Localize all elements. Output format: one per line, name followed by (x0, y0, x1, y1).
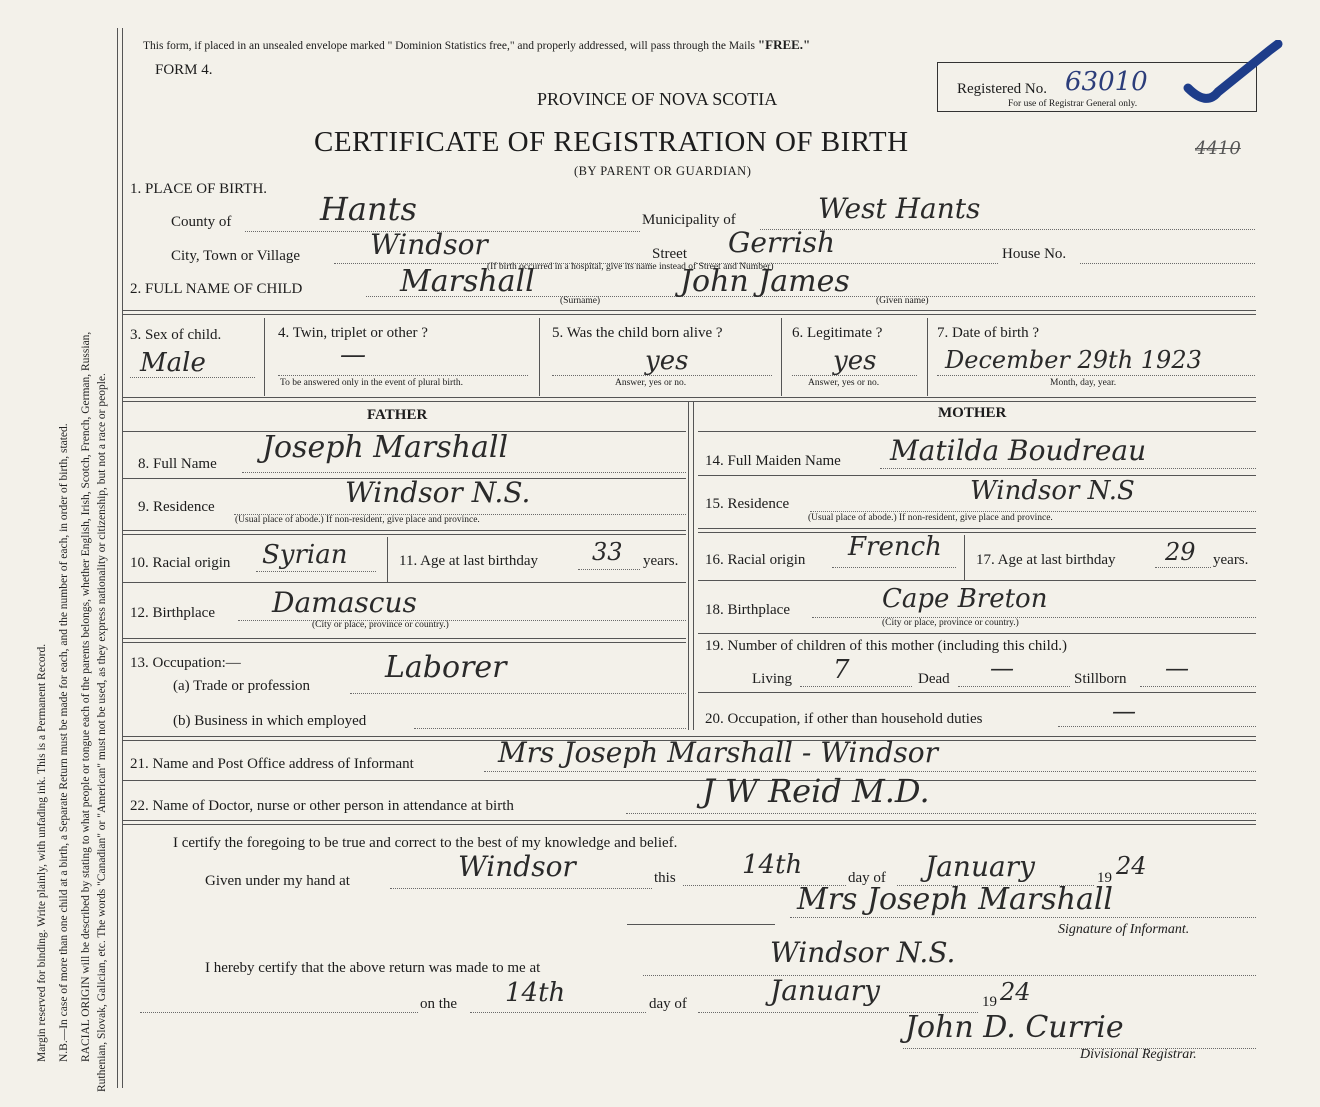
father-racial-value: Syrian (262, 540, 348, 570)
living-label: Living (752, 671, 792, 687)
hospital-note: (If birth occurred in a hospital, give its name instead of Street and Number) (487, 262, 774, 272)
father-occupation-label: 13. Occupation:— (130, 655, 241, 671)
municipality-label: Municipality of (642, 212, 736, 228)
informant-signature: Mrs Joseph Marshall (797, 882, 1114, 917)
province-heading: PROVINCE OF NOVA SCOTIA (537, 89, 778, 109)
mother-racial-value: French (848, 532, 942, 562)
father-residence-value: Windsor N.S. (345, 476, 531, 509)
informant-signature-caption: Signature of Informant. (1058, 922, 1190, 937)
form-number: FORM 4. (155, 62, 213, 78)
father-age-unit: years. (643, 553, 679, 569)
given-month-value: January (925, 850, 1035, 883)
corner-mark: 4410 (1195, 138, 1241, 159)
doctor-label: 22. Name of Doctor, nurse or other person in attendance at birth (130, 798, 514, 814)
mother-occupation-value: — (1112, 697, 1136, 725)
alive-label: 5. Was the child born alive ? (552, 325, 723, 341)
dead-value: — (990, 654, 1014, 682)
certificate-subtitle: (BY PARENT OR GUARDIAN) (574, 164, 752, 178)
dead-label: Dead (918, 671, 950, 687)
on-the-label: on the (420, 996, 458, 1012)
mother-children-label: 19. Number of children of this mother (including this child.) (705, 638, 1068, 654)
father-heading: FATHER (367, 407, 428, 423)
sex-label: 3. Sex of child. (130, 327, 222, 343)
dob-label: 7. Date of birth ? (937, 325, 1040, 341)
father-trade-value: Laborer (385, 650, 507, 685)
father-age-label: 11. Age at last birthday (399, 553, 538, 569)
street-value: Gerrish (728, 226, 836, 259)
given-day-value: 14th (742, 850, 803, 880)
margin-note-binding: Margin reserved for binding. Write plainly, with unfading ink. This is a Permanent Record. (36, 643, 48, 1062)
registrar-caption: Divisional Registrar. (1080, 1047, 1197, 1062)
father-residence-label: 9. Residence (138, 499, 215, 515)
registrar-dayof-label: day of (649, 996, 687, 1012)
informant-label: 21. Name and Post Office address of Informant (130, 756, 414, 772)
mother-heading: MOTHER (938, 405, 1007, 421)
legit-value: yes (833, 346, 877, 376)
given-caption: (Given name) (876, 296, 929, 306)
doctor-value: J W Reid M.D. (702, 772, 930, 810)
father-age-value: 33 (592, 538, 623, 566)
twin-label: 4. Twin, triplet or other ? (278, 325, 428, 341)
county-label: County of (171, 214, 232, 230)
alive-value: yes (645, 346, 689, 376)
legit-caption: Answer, yes or no. (808, 378, 880, 388)
municipality-value: West Hants (818, 192, 981, 225)
given-dayof-label: day of (848, 870, 886, 886)
given-label: Given under my hand at (205, 873, 350, 889)
given-year-prefix: 19 (1097, 870, 1112, 886)
city-label: City, Town or Village (171, 248, 301, 264)
registrar-year-prefix: 19 (982, 994, 997, 1010)
father-residence-caption: (Usual place of abode.) If non-resident, give place and province. (235, 515, 480, 525)
house-label: House No. (1002, 246, 1067, 262)
county-value: Hants (320, 190, 417, 228)
registered-label: Registered No. (957, 81, 1047, 97)
margin-rule (117, 28, 118, 1088)
divider (123, 397, 1256, 402)
mother-occupation-label: 20. Occupation, if other than household duties (705, 711, 983, 727)
divider (123, 310, 1256, 315)
dob-value: December 29th 1923 (945, 346, 1202, 374)
mother-age-unit: years. (1213, 552, 1249, 568)
father-birthplace-value: Damascus (272, 586, 417, 619)
mother-residence-value: Windsor N.S (970, 476, 1135, 506)
father-name-value: Joseph Marshall (262, 430, 509, 465)
mother-name-label: 14. Full Maiden Name (705, 453, 841, 469)
mother-birthplace-label: 18. Birthplace (705, 602, 790, 618)
father-racial-label: 10. Racial origin (130, 555, 231, 571)
dob-caption: Month, day, year. (1050, 378, 1117, 388)
registrar-place-value: Windsor N.S. (770, 936, 956, 969)
mother-birthplace-value: Cape Breton (882, 584, 1048, 614)
child-given-value: John James (680, 264, 850, 299)
mother-birthplace-caption: (City or place, province or country.) (882, 618, 1019, 628)
registrar-year-value: 24 (1000, 978, 1031, 1006)
city-value: Windsor (370, 228, 488, 261)
margin-note-racial-origin-cont: Ruthenian, Slovak, Galician, etc. The words "Canadian" or "American" must not be used, as they express nationality or citizenship, but not a race or people. (96, 373, 108, 1092)
registrar-signature: John D. Currie (905, 1010, 1124, 1045)
child-name-label: 2. FULL NAME OF CHILD (130, 281, 303, 297)
mother-racial-label: 16. Racial origin (705, 552, 806, 568)
given-place-value: Windsor (458, 850, 576, 883)
father-trade-label: (a) Trade or profession (173, 678, 311, 694)
certificate-title: CERTIFICATE OF REGISTRATION OF BIRTH (314, 126, 909, 158)
given-year-value: 24 (1116, 852, 1147, 880)
registrar-month-value: January (770, 974, 880, 1007)
alive-caption: Answer, yes or no. (615, 378, 687, 388)
sex-value: Male (140, 348, 206, 378)
registered-value: 63010 (1065, 67, 1148, 97)
surname-caption: (Surname) (560, 296, 601, 306)
stillborn-value: — (1165, 654, 1189, 682)
margin-note-racial-origin: RACIAL ORIGIN will be described by stating to what people or tongue each of the parents belongs, whether English, Irish, Scotch, French, German, Russian, (80, 331, 92, 1062)
check-mark-icon (1180, 40, 1290, 110)
this-label: this (654, 870, 676, 886)
mother-residence-label: 15. Residence (705, 496, 790, 512)
father-birthplace-label: 12. Birthplace (130, 605, 215, 621)
living-value: 7 (833, 655, 850, 685)
father-birthplace-caption: (City or place, province or country.) (312, 620, 449, 630)
mother-age-label: 17. Age at last birthday (976, 552, 1116, 568)
place-of-birth-label: 1. PLACE OF BIRTH. (130, 181, 268, 197)
informant-value: Mrs Joseph Marshall - Windsor (498, 736, 939, 769)
registered-note: For use of Registrar General only. (1008, 99, 1138, 109)
father-business-label: (b) Business in which employed (173, 713, 367, 729)
street-label: Street (652, 246, 687, 262)
stillborn-label: Stillborn (1074, 671, 1127, 687)
registrar-statement: I hereby certify that the above return was made to me at (205, 960, 541, 976)
legit-label: 6. Legitimate ? (792, 325, 883, 341)
mother-name-value: Matilda Boudreau (890, 434, 1147, 467)
margin-rule-inner (122, 28, 123, 1088)
father-name-label: 8. Full Name (138, 456, 217, 472)
mail-note: This form, if placed in an unsealed envelope marked " Dominion Statistics free," and properly addressed, will pass through the Mails "FREE." (143, 37, 811, 52)
certify-statement: I certify the foregoing to be true and correct to the best of my knowledge and belief. (173, 835, 678, 851)
margin-note-multiple-births: N.B.—In case of more than one child at a birth, a Separate Return must be made for each, and the number of each, in order of birth, stated. (58, 423, 70, 1062)
registrar-day-value: 14th (505, 978, 566, 1008)
twin-caption: To be answered only in the event of plural birth. (280, 378, 463, 388)
child-surname-value: Marshall (400, 264, 535, 299)
mother-age-value: 29 (1165, 538, 1196, 566)
mother-residence-caption: (Usual place of abode.) If non-resident, give place and province. (808, 513, 1053, 523)
twin-value: — (340, 340, 366, 370)
